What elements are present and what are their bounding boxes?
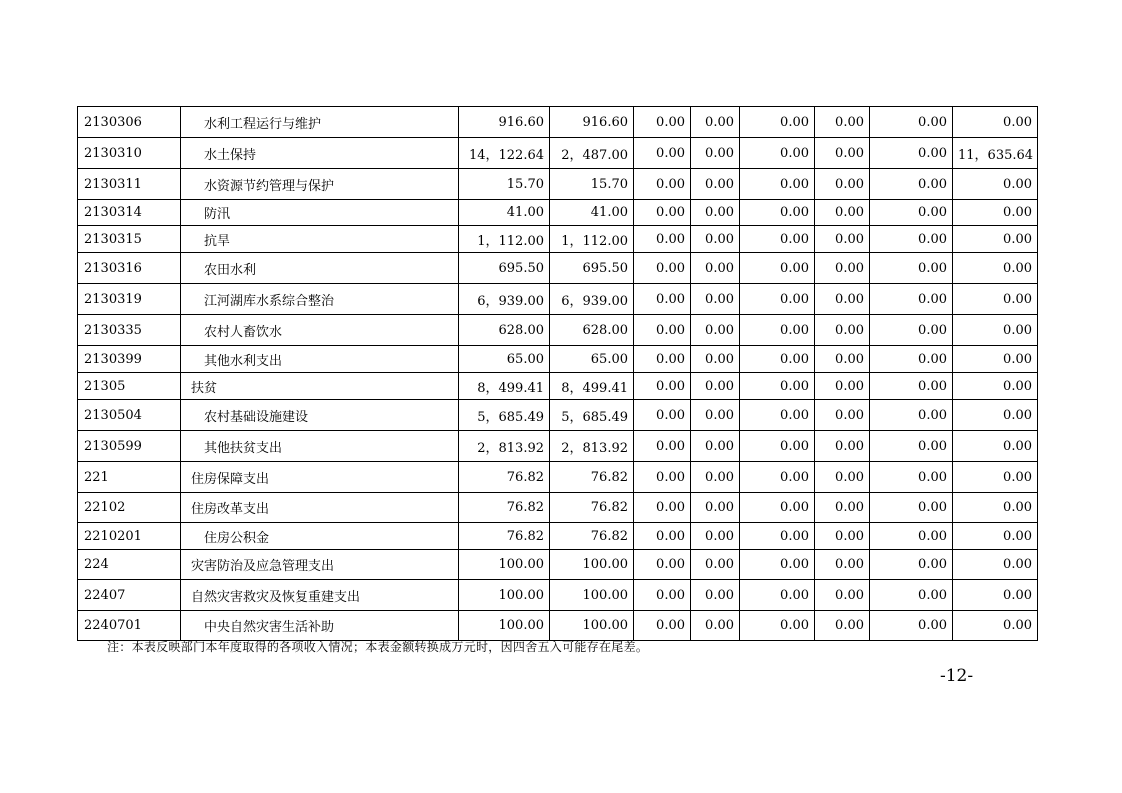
amount-cell: 0.00 (634, 138, 691, 169)
amount-cell: 0.00 (740, 373, 815, 400)
amount-cell: 0.00 (634, 462, 691, 493)
amount-cell: 76.82 (550, 523, 634, 550)
amount-cell: 0.00 (870, 431, 953, 462)
table-footnote: 注：本表反映部门本年度取得的各项收入情况；本表金额转换成万元时，因四舍五入可能存在尾差。 (107, 640, 649, 654)
amount-cell: 0.00 (870, 107, 953, 138)
amount-cell: 628.00 (550, 315, 634, 346)
amount-cell: 0.00 (691, 462, 740, 493)
subject-name-cell: 江河湖库水系综合整治 (181, 284, 459, 315)
amount-cell: 0.00 (815, 200, 870, 226)
amount-cell: 0.00 (815, 523, 870, 550)
amount-cell: 0.00 (634, 169, 691, 200)
amount-cell: 0.00 (870, 400, 953, 431)
amount-cell: 0.00 (634, 431, 691, 462)
amount-cell: 0.00 (634, 315, 691, 346)
amount-cell: 0.00 (953, 580, 1038, 611)
amount-cell: 6，939.00 (550, 284, 634, 315)
amount-cell: 0.00 (815, 107, 870, 138)
subject-name-cell: 农田水利 (181, 253, 459, 284)
amount-cell: 76.82 (550, 493, 634, 523)
amount-cell: 5，685.49 (550, 400, 634, 431)
amount-cell: 0.00 (740, 523, 815, 550)
subject-code-cell: 2130314 (78, 200, 181, 226)
amount-cell: 0.00 (634, 523, 691, 550)
amount-cell: 0.00 (870, 346, 953, 373)
amount-cell: 15.70 (550, 169, 634, 200)
subject-name-cell: 扶贫 (181, 373, 459, 400)
amount-cell: 100.00 (550, 580, 634, 611)
subject-code-cell: 221 (78, 462, 181, 493)
amount-cell: 0.00 (815, 138, 870, 169)
subject-code-cell: 2130319 (78, 284, 181, 315)
amount-cell: 695.50 (550, 253, 634, 284)
amount-cell: 0.00 (691, 550, 740, 580)
amount-cell: 0.00 (953, 169, 1038, 200)
amount-cell: 0.00 (691, 107, 740, 138)
amount-cell: 0.00 (953, 107, 1038, 138)
amount-cell: 8，499.41 (550, 373, 634, 400)
amount-cell: 0.00 (740, 315, 815, 346)
amount-cell: 2，487.00 (550, 138, 634, 169)
amount-cell: 0.00 (634, 200, 691, 226)
amount-cell: 0.00 (740, 493, 815, 523)
amount-cell: 0.00 (815, 431, 870, 462)
subject-name-cell: 住房改革支出 (181, 493, 459, 523)
amount-cell: 0.00 (870, 200, 953, 226)
table-row (78, 462, 1038, 493)
amount-cell: 0.00 (953, 200, 1038, 226)
amount-cell: 0.00 (691, 253, 740, 284)
amount-cell: 0.00 (634, 107, 691, 138)
amount-cell: 0.00 (691, 400, 740, 431)
amount-cell: 0.00 (634, 284, 691, 315)
amount-cell: 0.00 (953, 284, 1038, 315)
table-row (78, 226, 1038, 253)
table-row (78, 107, 1038, 138)
subject-code-cell: 21305 (78, 373, 181, 400)
amount-cell: 41.00 (550, 200, 634, 226)
amount-cell: 0.00 (953, 373, 1038, 400)
amount-cell: 0.00 (740, 431, 815, 462)
amount-cell: 0.00 (870, 611, 953, 641)
amount-cell: 0.00 (953, 226, 1038, 253)
amount-cell: 0.00 (691, 580, 740, 611)
amount-cell: 0.00 (740, 226, 815, 253)
subject-name-cell: 住房公积金 (181, 523, 459, 550)
amount-cell: 0.00 (634, 346, 691, 373)
amount-cell: 628.00 (459, 315, 550, 346)
amount-cell: 100.00 (459, 611, 550, 641)
amount-cell: 0.00 (740, 550, 815, 580)
table-row (78, 284, 1038, 315)
subject-code-cell: 2130504 (78, 400, 181, 431)
table-row (78, 169, 1038, 200)
amount-cell: 0.00 (691, 346, 740, 373)
amount-cell: 15.70 (459, 169, 550, 200)
table-row (78, 580, 1038, 611)
amount-cell: 2，813.92 (459, 431, 550, 462)
amount-cell: 0.00 (870, 284, 953, 315)
amount-cell: 0.00 (870, 253, 953, 284)
subject-code-cell: 2130335 (78, 315, 181, 346)
amount-cell: 100.00 (550, 611, 634, 641)
amount-cell: 0.00 (953, 253, 1038, 284)
subject-code-cell: 22407 (78, 580, 181, 611)
amount-cell: 0.00 (691, 284, 740, 315)
amount-cell: 0.00 (815, 493, 870, 523)
amount-cell: 0.00 (691, 169, 740, 200)
subject-name-cell: 水资源节约管理与保护 (181, 169, 459, 200)
amount-cell: 0.00 (870, 493, 953, 523)
subject-code-cell: 2130306 (78, 107, 181, 138)
amount-cell: 0.00 (953, 523, 1038, 550)
amount-cell: 0.00 (870, 226, 953, 253)
subject-name-cell: 住房保障支出 (181, 462, 459, 493)
amount-cell: 0.00 (953, 462, 1038, 493)
amount-cell: 0.00 (815, 284, 870, 315)
amount-cell: 0.00 (740, 200, 815, 226)
amount-cell: 0.00 (691, 523, 740, 550)
amount-cell: 0.00 (634, 580, 691, 611)
amount-cell: 0.00 (634, 253, 691, 284)
amount-cell: 0.00 (815, 373, 870, 400)
amount-cell: 76.82 (459, 462, 550, 493)
subject-name-cell: 自然灾害救灾及恢复重建支出 (181, 580, 459, 611)
subject-code-cell: 2130316 (78, 253, 181, 284)
subject-name-cell: 其他扶贫支出 (181, 431, 459, 462)
subject-name-cell: 灾害防治及应急管理支出 (181, 550, 459, 580)
amount-cell: 916.60 (459, 107, 550, 138)
table-row (78, 138, 1038, 169)
subject-code-cell: 2130311 (78, 169, 181, 200)
amount-cell: 0.00 (740, 169, 815, 200)
amount-cell: 0.00 (870, 315, 953, 346)
subject-name-cell: 防汛 (181, 200, 459, 226)
amount-cell: 0.00 (953, 315, 1038, 346)
amount-cell: 1，112.00 (459, 226, 550, 253)
amount-cell: 0.00 (691, 200, 740, 226)
amount-cell: 65.00 (550, 346, 634, 373)
subject-code-cell: 2210201 (78, 523, 181, 550)
amount-cell: 0.00 (691, 431, 740, 462)
subject-code-cell: 22102 (78, 493, 181, 523)
amount-cell: 0.00 (870, 169, 953, 200)
amount-cell: 0.00 (953, 611, 1038, 641)
amount-cell: 0.00 (691, 138, 740, 169)
subject-code-cell: 2130310 (78, 138, 181, 169)
amount-cell: 8，499.41 (459, 373, 550, 400)
page-number: -12- (940, 666, 974, 686)
amount-cell: 0.00 (953, 400, 1038, 431)
amount-cell: 2，813.92 (550, 431, 634, 462)
subject-name-cell: 水利工程运行与维护 (181, 107, 459, 138)
amount-cell: 0.00 (740, 611, 815, 641)
amount-cell: 0.00 (634, 550, 691, 580)
amount-cell: 0.00 (740, 284, 815, 315)
amount-cell: 695.50 (459, 253, 550, 284)
table-row (78, 431, 1038, 462)
amount-cell: 0.00 (870, 523, 953, 550)
subject-code-cell: 2130399 (78, 346, 181, 373)
amount-cell: 0.00 (740, 107, 815, 138)
subject-name-cell: 农村人畜饮水 (181, 315, 459, 346)
table-row (78, 373, 1038, 400)
amount-cell: 5，685.49 (459, 400, 550, 431)
subject-code-cell: 2240701 (78, 611, 181, 641)
subject-name-cell: 其他水利支出 (181, 346, 459, 373)
amount-cell: 76.82 (459, 523, 550, 550)
amount-cell: 0.00 (634, 493, 691, 523)
amount-cell: 0.00 (634, 400, 691, 431)
amount-cell: 0.00 (870, 580, 953, 611)
amount-cell: 0.00 (815, 611, 870, 641)
amount-cell: 0.00 (740, 138, 815, 169)
amount-cell: 0.00 (691, 315, 740, 346)
amount-cell: 0.00 (691, 611, 740, 641)
table-row (78, 253, 1038, 284)
amount-cell: 0.00 (953, 431, 1038, 462)
budget-table (77, 106, 1038, 641)
amount-cell: 0.00 (815, 580, 870, 611)
amount-cell: 0.00 (815, 550, 870, 580)
subject-name-cell: 农村基础设施建设 (181, 400, 459, 431)
amount-cell: 0.00 (815, 400, 870, 431)
amount-cell: 0.00 (740, 400, 815, 431)
amount-cell: 100.00 (459, 580, 550, 611)
table-row (78, 523, 1038, 550)
amount-cell: 0.00 (691, 226, 740, 253)
amount-cell: 14，122.64 (459, 138, 550, 169)
amount-cell: 0.00 (815, 253, 870, 284)
amount-cell: 41.00 (459, 200, 550, 226)
subject-code-cell: 224 (78, 550, 181, 580)
table-row (78, 400, 1038, 431)
table-row (78, 611, 1038, 641)
amount-cell: 0.00 (691, 373, 740, 400)
subject-code-cell: 2130315 (78, 226, 181, 253)
table-row (78, 346, 1038, 373)
amount-cell: 0.00 (634, 226, 691, 253)
table-row (78, 550, 1038, 580)
amount-cell: 100.00 (459, 550, 550, 580)
amount-cell: 0.00 (953, 550, 1038, 580)
amount-cell: 0.00 (815, 346, 870, 373)
amount-cell: 0.00 (870, 138, 953, 169)
amount-cell: 0.00 (740, 462, 815, 493)
amount-cell: 0.00 (634, 611, 691, 641)
amount-cell: 916.60 (550, 107, 634, 138)
amount-cell: 1，112.00 (550, 226, 634, 253)
amount-cell: 0.00 (815, 169, 870, 200)
amount-cell: 0.00 (740, 346, 815, 373)
table-row (78, 493, 1038, 523)
amount-cell: 0.00 (634, 373, 691, 400)
table-body (78, 107, 1038, 641)
amount-cell: 100.00 (550, 550, 634, 580)
subject-name-cell: 抗旱 (181, 226, 459, 253)
amount-cell: 0.00 (953, 346, 1038, 373)
amount-cell: 0.00 (691, 493, 740, 523)
amount-cell: 65.00 (459, 346, 550, 373)
amount-cell: 0.00 (870, 462, 953, 493)
amount-cell: 0.00 (953, 493, 1038, 523)
table-row (78, 315, 1038, 346)
amount-cell: 0.00 (815, 462, 870, 493)
amount-cell: 0.00 (815, 226, 870, 253)
amount-cell: 76.82 (459, 493, 550, 523)
subject-code-cell: 2130599 (78, 431, 181, 462)
amount-cell: 0.00 (870, 550, 953, 580)
amount-cell: 0.00 (870, 373, 953, 400)
amount-cell: 0.00 (740, 580, 815, 611)
amount-cell: 6，939.00 (459, 284, 550, 315)
amount-cell: 0.00 (815, 315, 870, 346)
amount-cell: 76.82 (550, 462, 634, 493)
amount-cell: 11，635.64 (953, 138, 1038, 169)
subject-name-cell: 水土保持 (181, 138, 459, 169)
amount-cell: 0.00 (740, 253, 815, 284)
subject-name-cell: 中央自然灾害生活补助 (181, 611, 459, 641)
table-row (78, 200, 1038, 226)
